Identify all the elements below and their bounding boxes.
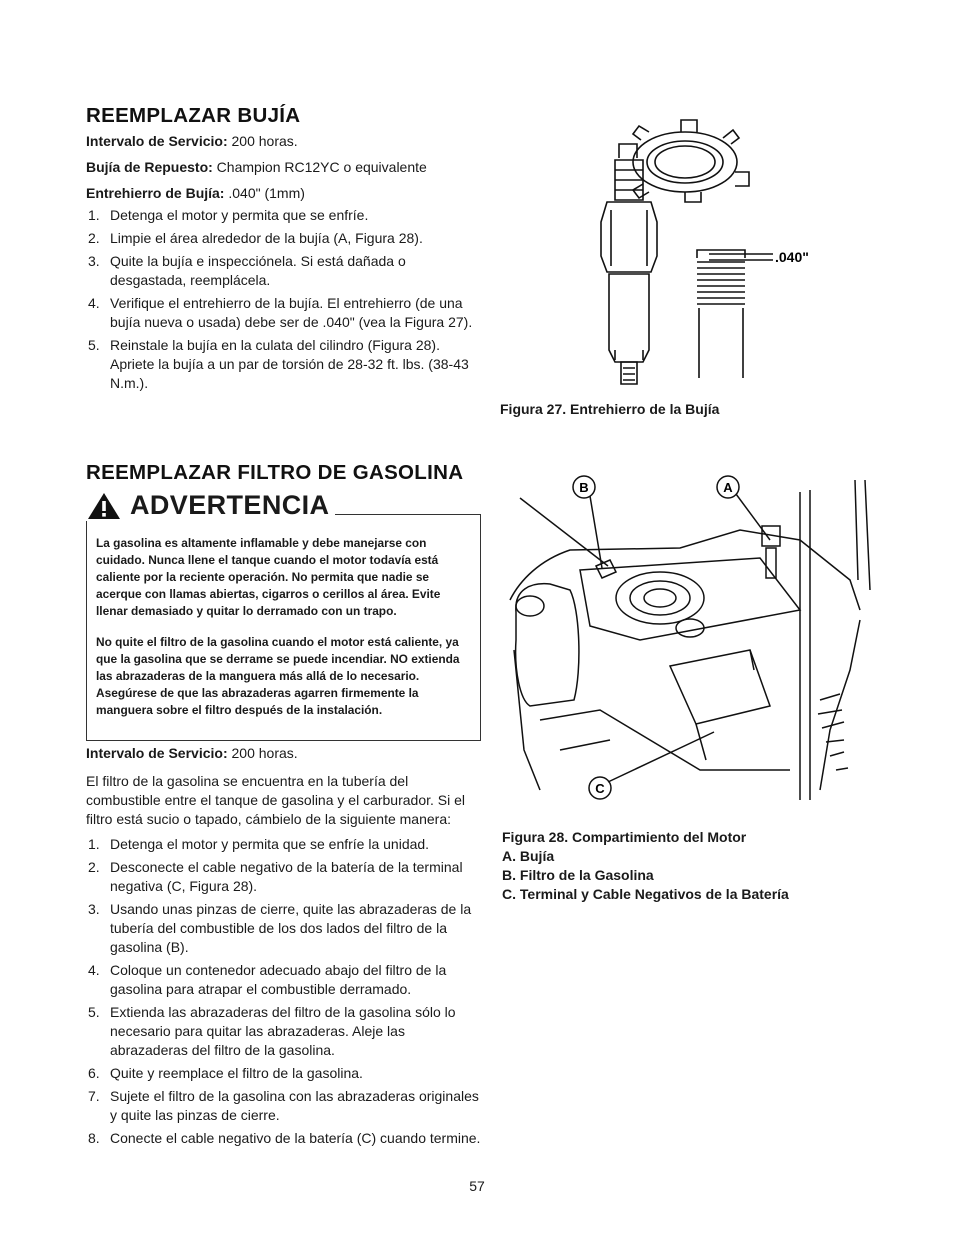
callout-a-label: A [723, 480, 733, 495]
list-item: 5. Extienda las abrazaderas del filtro de la gasolina sólo lo necesario para quitar las abrazaderas. Aleje las abrazaderas del filtro de la gasolina. [88, 1004, 456, 1058]
page-number: 57 [469, 1178, 485, 1194]
list-item: 4. Verifique el entrehierro de la bujía. El entrehierro (de una bujía nueva o usada) debe ser de .040" (vea la Figura 27). [88, 295, 473, 330]
service-interval [86, 130, 482, 152]
service-interval-label: Intervalo de Servicio: [86, 133, 228, 149]
figure-28-legend-c: C. Terminal y Cable Negativos de la Batería [502, 886, 789, 902]
figure-28-caption [502, 828, 789, 904]
warning-title: ADVERTENCIA [130, 490, 330, 520]
spare-plug-value: Champion RC12YC o equivalente [212, 159, 427, 175]
service-interval-value: 200 horas. [227, 133, 298, 149]
warning-paragraph-2: No quite el filtro de la gasolina cuando el motor está caliente, ya que la gasolina que se derrame se puede incendiar. NO extienda las abrazaderas de la manguera más allá de lo necesario. Asegúrese de que las abrazaderas agarren firmemente la manguera sobre el filtro después de la instalación. [96, 635, 460, 717]
section-reemplazar-bujia [86, 104, 482, 397]
spare-plug-label: Bujía de Repuesto: [86, 159, 213, 175]
warning-rule [324, 514, 481, 515]
warning-header [86, 490, 335, 521]
callout-c-label: C [595, 781, 605, 796]
figure-28-title: Figura 28. Compartimiento del Motor [502, 829, 747, 845]
list-item: 5. Reinstale la bujía en la culata del cilindro (Figura 28). Apriete la bujía a un par de torsión de 28-32 ft. lbs. (38-43 N.m.). [88, 337, 469, 391]
list-item: 3. Usando unas pinzas de cierre, quite las abrazaderas de la tubería del combustible de los dos lados del filtro de la gasolina (B). [88, 901, 472, 955]
figure-27-caption: Figura 27. Entrehierro de la Bujía [500, 401, 720, 417]
plug-gap-label: Entrehierro de Bujía: [86, 185, 225, 201]
warning-paragraph-1: La gasolina es altamente inflamable y debe manejarse con cuidado. Nunca llene el tanque cuando el motor todavía está caliente por la reciente operación. No permita que nadie se acerque con llamas abiertas, cigarros o cerillos al área. Evite llenar demasiado y quitar lo derramado con un trapo. [96, 536, 441, 618]
list-item: 4. Coloque un contenedor adecuado abajo del filtro de la gasolina para atrapar el combustible derramado. [88, 962, 447, 997]
spark-plug-gap-illustration [585, 110, 845, 395]
list-item: 6. Quite y reemplace el filtro de la gasolina. [88, 1065, 363, 1081]
callout-b-label: B [579, 480, 589, 495]
warning-triangle-icon [86, 491, 122, 521]
filtro-steps [86, 835, 482, 1148]
spare-plug [86, 156, 482, 178]
filter-interval-label: Intervalo de Servicio: [86, 745, 228, 761]
figure-28-legend-a: A. Bujía [502, 848, 555, 864]
filter-intro: El filtro de la gasolina se encuentra en la tubería del combustible entre el tanque de gasolina y el carburador. Si el filtro está sucio o tapado, cámbielo de la siguiente manera: [86, 773, 466, 827]
filter-interval-value: 200 horas. [227, 745, 298, 761]
warning-box [86, 490, 481, 742]
bujia-steps [86, 206, 482, 393]
engine-compartment-illustration [500, 470, 880, 820]
list-item: 8. Conecte el cable negativo de la batería (C) cuando termine. [88, 1130, 481, 1146]
section-title-bujia: REEMPLAZAR BUJÍA [86, 104, 301, 127]
gap-dimension-label: .040" [775, 249, 809, 265]
warning-text [96, 535, 472, 733]
list-item: 2. Limpie el área alrededor de la bujía (A, Figura 28). [88, 230, 423, 246]
plug-gap [86, 182, 482, 204]
filter-service-interval [86, 742, 482, 764]
plug-gap-value: .040" (1mm) [224, 185, 305, 201]
list-item: 2. Desconecte el cable negativo de la batería de la terminal negativa (C, Figura 28). [88, 859, 463, 894]
list-item: 7. Sujete el filtro de la gasolina con las abrazaderas originales y quite las pinzas de cierre. [88, 1088, 479, 1123]
list-item: 1. Detenga el motor y permita que se enfríe. [88, 207, 369, 223]
section-title-filtro: REEMPLAZAR FILTRO DE GASOLINA [86, 461, 464, 484]
section-filtro-body [86, 742, 482, 1152]
figure-28-legend-b: B. Filtro de la Gasolina [502, 867, 654, 883]
list-item: 1. Detenga el motor y permita que se enfríe la unidad. [88, 836, 430, 852]
list-item: 3. Quite la bujía e inspecciónela. Si está dañada o desgastada, reemplácela. [88, 253, 406, 288]
